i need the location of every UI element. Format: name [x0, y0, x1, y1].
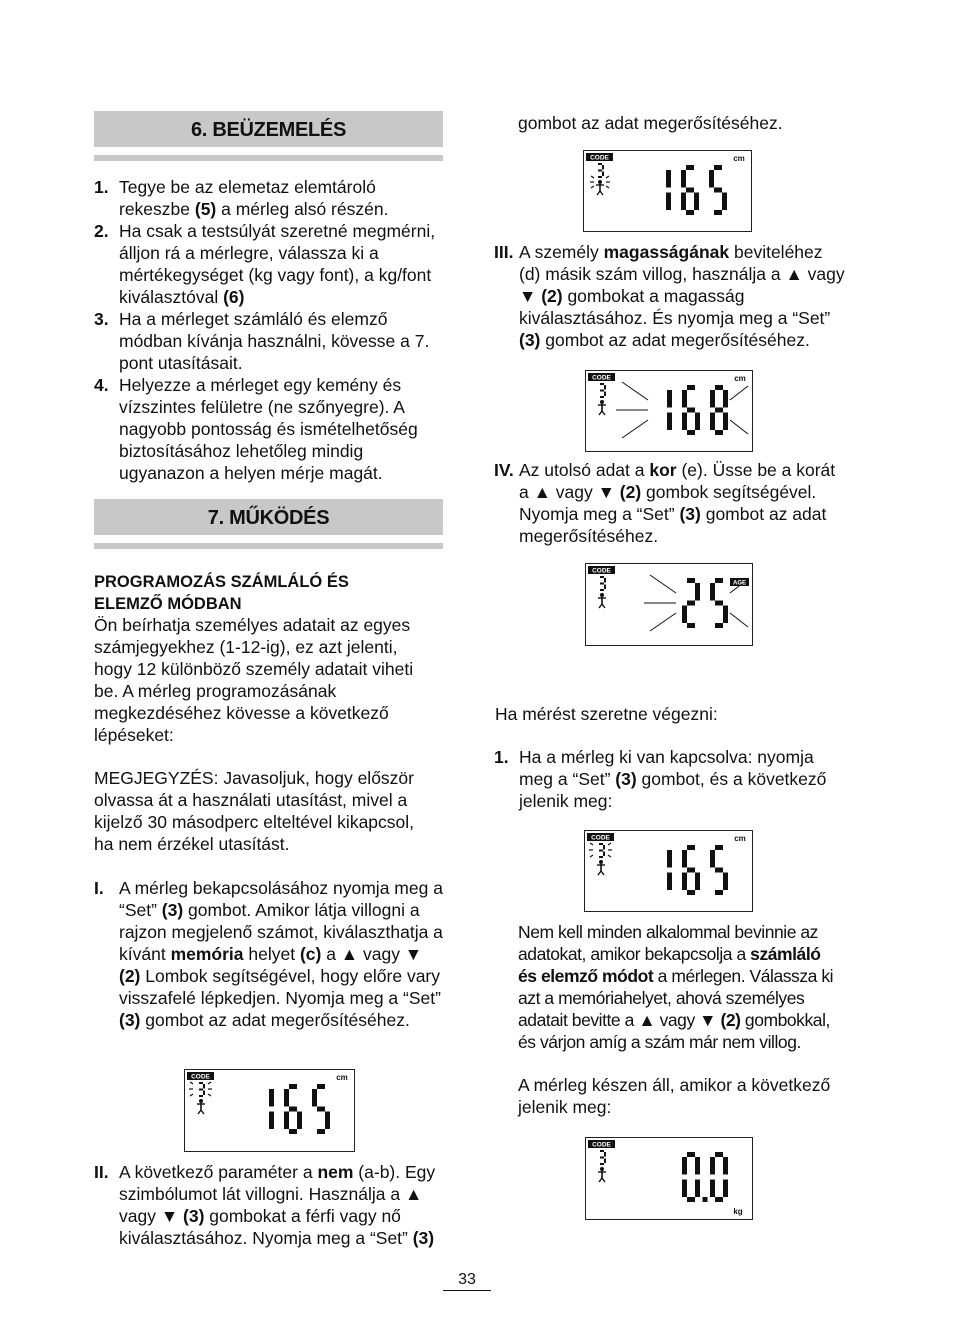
step-2-continuation: gombot az adat megerősítéséhez.: [518, 113, 783, 133]
intro-paragraph: Ön beírhatja személyes adatait az egyes számjegyekhez (1-12-ig), ez azt jelenti, hogy 12 különböző személy adatait viheti be. A mérleg programozásának megkezdéséhez kövesse a következő lépéseket:: [94, 615, 414, 745]
lcd-digit: [710, 1152, 728, 1202]
lcd-digit: [284, 1084, 302, 1134]
lcd-digit: [666, 170, 671, 210]
list-item: 1. Tegye be az elemetaz elemtároló rekeszbe (5) a mérleg alsó részén.: [94, 177, 389, 219]
lcd-digit: [599, 843, 605, 858]
lcd-digit: [199, 1082, 205, 1097]
subheading: PROGRAMOZÁS SZÁMLÁLÓ ÉS ELEMZŐ MÓDBAN: [94, 573, 349, 613]
lcd-graphic: [185, 1070, 354, 1151]
unit-label: [734, 374, 746, 383]
person-icon: [596, 180, 604, 195]
section-7-heading: 7. MŰKÖDÉS: [94, 499, 443, 535]
person-icon: [197, 1099, 205, 1114]
lcd-digit: [682, 578, 700, 628]
svg-text:CODE: CODE: [590, 154, 609, 162]
svg-text:CODE: CODE: [191, 1073, 210, 1081]
measure-step-1: [494, 746, 846, 812]
code-label: [588, 1140, 615, 1149]
unit-label: [336, 1073, 348, 1082]
lcd-display-4: [585, 563, 753, 646]
unit-label: [733, 154, 745, 163]
section-divider: [94, 543, 443, 549]
lcd-digit: [667, 850, 672, 890]
decimal-point: [703, 1197, 708, 1202]
lcd-graphic: [586, 564, 752, 645]
lcd-digit: [600, 383, 606, 398]
svg-text:CODE: CODE: [591, 834, 610, 842]
svg-text:kg: kg: [733, 1207, 743, 1216]
svg-text:CODE: CODE: [592, 1141, 611, 1149]
step-2: [94, 1161, 446, 1249]
code-label: [588, 373, 615, 382]
list-item: 2. Ha csak a testsúlyát szeretné megmérni, álljon rá a mérlegre, válassza ki a mértékegységet (kg vagy font), a kg/font kiválasztóval (6): [94, 221, 436, 307]
lcd-digit: [710, 385, 728, 435]
code-label: [587, 833, 614, 842]
lcd-graphic: [586, 1138, 752, 1219]
lcd-graphic: [586, 371, 752, 451]
lcd-digit: [312, 1084, 330, 1134]
lcd-display-3: [585, 370, 753, 452]
page-number: 33: [443, 1270, 491, 1291]
code-label: [586, 153, 613, 162]
setup-steps-list: [94, 176, 446, 484]
section-divider: [94, 155, 443, 161]
list-item: IV. Az utolsó adat a kor (e). Üsse be a korát a ▲ vagy ▼ (2) gombok segítségével. Nyomja meg a “Set” (3) gombot az adat megerősítéséhez.: [494, 460, 836, 546]
unit-label: [734, 834, 746, 843]
lcd-digit: [710, 845, 728, 895]
svg-text:cm: cm: [336, 1073, 348, 1082]
lcd-digit: [710, 578, 728, 628]
lcd-digit: [598, 163, 604, 178]
section-6-heading: 6. BEÜZEMELÉS: [94, 111, 443, 147]
list-item: II. A következő paraméter a nem (a-b). Egy szimbólumot lát villogni. Használja a ▲ vagy ▼ (3) gombokat a férfi vagy nő kiválasztásához. Nyomja meg a “Set” (3): [94, 1162, 436, 1248]
memory-note: Nem kell minden alkalommal bevinnie az adatokat, amikor bekapcsolja a számláló és elemző módot a mérlegen. Válassza ki azt a memóriahelyet, ahová személyes adatait bevitte a ▲ vagy ▼ (2) gombokkal, és várjon amíg a szám már nem villog.: [518, 922, 834, 1052]
step-4: [494, 459, 846, 547]
lcd-digit: [681, 165, 699, 215]
ready-note: A mérleg készen áll, amikor a következő jelenik meg:: [518, 1075, 831, 1117]
svg-text:CODE: CODE: [592, 567, 611, 575]
svg-text:cm: cm: [734, 834, 746, 843]
svg-text:CODE: CODE: [592, 374, 611, 382]
list-item: III. A személy magasságának beviteléhez (d) másik szám villog, használja a ▲ vagy ▼ (2) gombokat a magasság kiválasztásához. És nyomja meg a “Set” (3) gombot az adat megerősítéséhez.: [494, 242, 845, 350]
code-label: [187, 1072, 214, 1081]
person-icon: [598, 400, 606, 415]
svg-text:AGE: AGE: [732, 580, 747, 587]
lcd-display-2: [583, 150, 752, 232]
lcd-digit: [709, 165, 727, 215]
lcd-display-6: [585, 1137, 753, 1220]
list-item: 4. Helyezze a mérleget egy kemény és vízszintes felületre (ne szőnyegre). A nagyobb pontosság és ismételhetőség biztosításához lehetőleg mindig ugyanazon a helyen mérje magát.: [94, 375, 418, 483]
lcd-digit: [682, 385, 700, 435]
person-icon: [598, 593, 606, 608]
svg-text:cm: cm: [734, 374, 746, 383]
note-paragraph: MEGJEGYZÉS: Javasoljuk, hogy először olvassa át a használati utasítást, mivel a kijelző 30 másodperc elteltével kikapcsol, ha nem érzékel utasítást.: [94, 768, 415, 854]
lcd-digit: [667, 390, 672, 430]
unit-label: [733, 1207, 742, 1216]
list-item: 1. Ha a mérleg ki van kapcsolva: nyomja meg a “Set” (3) gombot, és a következő jelenik meg:: [494, 747, 827, 811]
step-3: [494, 241, 846, 351]
lcd-digit: [269, 1089, 274, 1129]
lcd-graphic: [585, 831, 752, 911]
svg-text:cm: cm: [733, 154, 745, 163]
lcd-display-5: [584, 830, 753, 912]
person-icon: [597, 860, 605, 875]
unit-label: [730, 578, 749, 586]
lcd-digit: [682, 1152, 700, 1202]
lcd-digit: [600, 1150, 606, 1165]
lcd-graphic: [584, 151, 751, 231]
person-icon: [598, 1167, 606, 1182]
lcd-digit: [600, 576, 606, 591]
measure-intro: Ha mérést szeretne végezni:: [495, 704, 718, 724]
list-item: 3. Ha a mérleget számláló és elemző módban kívánja használni, kövesse a 7. pont utasításait.: [94, 309, 430, 373]
list-item: I. A mérleg bekapcsolásához nyomja meg a “Set” (3) gombot. Amikor látja villogni a rajzon megjelenő számot, kiválaszthatja a kívánt memória helyet (c) a ▲ vagy ▼ (2) Lombok segítségével, hogy előre vary visszafelé lépkedjen. Nyomja meg a “Set” (3) gombot az adat megerősítéséhez.: [94, 878, 443, 1030]
lcd-digit: [682, 845, 700, 895]
code-label: [588, 566, 615, 575]
lcd-display-1: [184, 1069, 355, 1152]
step-1: [94, 877, 446, 1031]
